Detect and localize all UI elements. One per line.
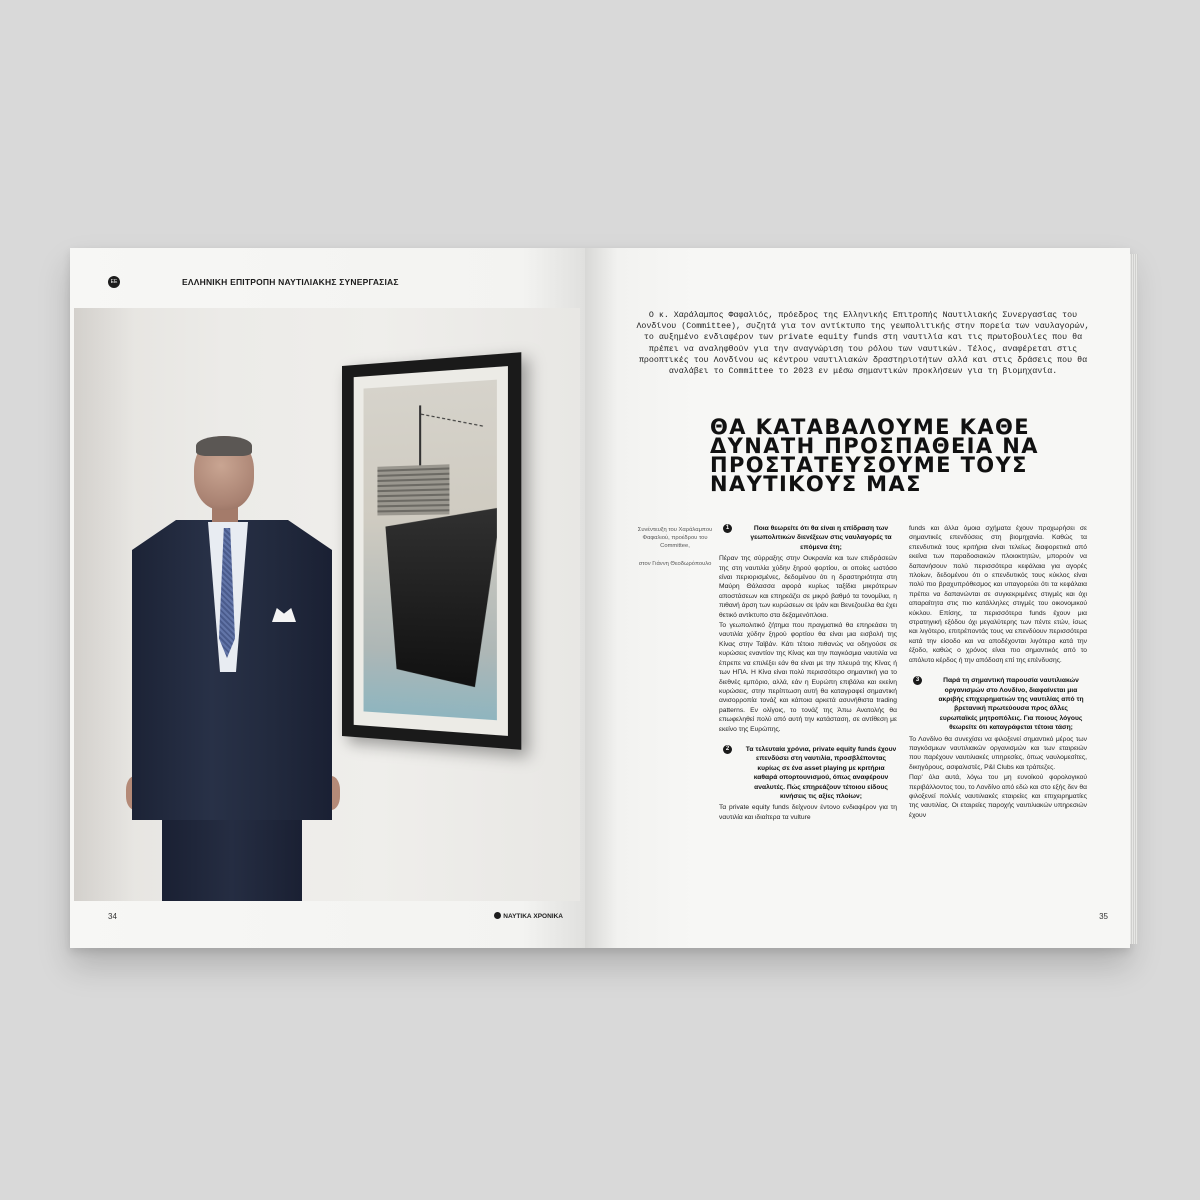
ship-flags (413, 414, 483, 458)
footer-brand-label: ΝΑΥΤΙΚΑ ΧΡΟΝΙΚΑ (503, 913, 563, 920)
portrait-subject (132, 436, 332, 901)
interview-credit: Συνέντευξη του Χαράλαμπου Φαφαλιού, προέδρου του Committee, (637, 527, 713, 549)
left-page (70, 248, 585, 948)
portrait-photo (74, 308, 580, 901)
framed-ship-artwork (342, 352, 521, 750)
ship-artwork (364, 380, 497, 721)
answer-paragraph: Το Λονδίνο θα συνεχίσει να φιλοξενεί σημαντικό μέρος των παγκόσμιων ναυτιλιακών οργανισμών και των εταιρειών που παρέχουν ναυτιλιακές υπηρεσίες, όπως ναυλομεσίτες, δικηγόρους, ασφαλιστές, P&I Clubs και τράπεζες. (909, 735, 1087, 771)
ship-hull (385, 507, 496, 688)
answer-paragraph: Πέραν της σύρραξης στην Ουκρανία και των επιδράσεών της στη ναυτιλία χύδην ξηρού φορτίου, οι οποίες ωστόσο είναι περιορισμένες, δεδομένου ότι η δραστηριότητα στη Μαύρη Θάλασσα αφορά κυρίως ταξίδια μικρότερων αποστάσεων και επηρεάζει σε μικρό βαθμό τα τονομίλια, η πιθανή άρση των κυρώσεων σε Ιράν και Βενεζουέλα θα έχει θετικό αντίκτυπο στα δεξαμενόπλοια. (719, 555, 897, 619)
footer-brand (494, 912, 563, 920)
article-intro: Ο κ. Χαράλαμπος Φαφαλιός, πρόεδρος της Ελληνικής Επιτροπής Ναυτιλιακής Συνεργασίας του Λονδίνου (Committee), συζητά για τον αντίκτυπο της γεωπολιτικής στην πορεία των ναυλαγορών, το αυξημένο ενδιαφέρον των private equity funds στη ναυτιλία και τις πρωτοβουλίες που θα πρέπει να αναληφθούν για την αναγνώριση του ρόλου των ναυτικών. Τέλος, αναφέρεται στις προοπτικές του Λονδίνου ως κέντρου ναυτιλιακών δραστηριοτήτων αλλά και στις δράσεις που θα αναλάβει το Committee το 2023 εν μέσω σημαντικών προκλήσεων για τη βιομηχανία. (636, 311, 1090, 377)
question-number-icon: 3 (913, 676, 922, 685)
question-1 (719, 524, 897, 552)
question-number-icon: 2 (723, 745, 732, 754)
text-column-2 (909, 524, 1087, 821)
right-page (585, 248, 1130, 948)
question-text: Ποια θεωρείτε ότι θα είναι η επίδραση των γεωπολιτικών διενέξεων στις ναυλαγορές τα επόμενα έτη; (750, 525, 892, 551)
answer-paragraph: Το γεωπολιτικό ζήτημα που πραγματικά θα επηρεάσει τη ναυτιλία χύδην ξηρού φορτίου θα είναι μια εισβολή της Κίνας στην Ταϊβάν. Κάτι τέτοιο πιθανώς να οδηγούσε σε κυρώσεις εναντίον της Κίνας και την παγκόσμια ναυτιλία να έπρεπε να επιλέξει εάν θα είναι με την πλευρά της Κίνας ή των ΗΠΑ. Η Κίνα είναι πολύ περισσότερο σημαντική για το διεθνές εμπόριο, αλλά, εάν η Ευρώπη επιβάλει και εκείνη κυρώσεις, στην περίπτωση αυτή θα καταγραφεί σημαντική ανισορροπία τονάζ και κάποια αρκετά ασυνήθιστα trading patterns. Εν ολίγοις, το τονάζ της Άπω Ανατολής θα επωφεληθεί πολύ από αυτή την κατάσταση, σε αντίθεση με εκείνο της Ευρώπης. (719, 622, 897, 733)
question-text: Παρά τη σημαντική παρουσία ναυτιλιακών οργανισμών στο Λονδίνο, διαφαίνεται μια ακριβής επιχειρηματιών της ναυτιλίας από τη βρετανική πρωτεύουσα προς άλλες ευρωπαϊκές μητροπόλεις. Για ποιους λόγους θεωρείτε ότι καταγράφεται τέτοια τάση; (938, 677, 1084, 732)
wall-shadow (74, 308, 134, 901)
article-credits (633, 526, 717, 568)
page-edge (1130, 254, 1138, 944)
answer-paragraph: Παρ' όλα αυτά, λόγω του μη ευνοϊκού φορολογικού περιβάλλοντος του, το Λονδίνο από εδώ και στο εξής δεν θα φιλοξενεί πολλές ναυτιλιακές εταιρείες και επιχειρηματίες της ναυτιλίας. Οι εταιρείες παροχής ναυτιλιακών υπηρεσιών έχουν (909, 774, 1087, 819)
section-title: ΕΛΛΗΝΙΚΗ ΕΠΙΤΡΟΠΗ ΝΑΥΤΙΛΙΑΚΗΣ ΣΥΝΕΡΓΑΣΙΑΣ (182, 277, 399, 287)
answer-paragraph: Τα private equity funds δείχνουν έντονο ενδιαφέρον για τη ναυτιλία και ιδιαίτερα τα vulture (719, 804, 897, 821)
ship-superstructure (377, 464, 449, 515)
page-number-left: 34 (108, 912, 117, 921)
question-2 (719, 745, 897, 801)
brand-logo-icon: ΕΕ (108, 276, 120, 288)
magazine-spread (70, 248, 1130, 948)
trousers (162, 816, 302, 901)
brand-dot-icon (494, 912, 501, 919)
page-header (108, 276, 555, 290)
interviewer-credit: στον Γιάννη Θεοδωρόπουλο (638, 561, 712, 567)
text-column-1 (719, 524, 897, 823)
question-number-icon: 1 (723, 524, 732, 533)
page-number-right: 35 (1099, 912, 1108, 921)
hair (196, 436, 252, 456)
article-headline: ΘΑ ΚΑΤΑΒΑΛΟΥΜΕ ΚΑΘΕ ΔΥΝΑΤΗ ΠΡΟΣΠΑΘΕΙΑ ΝΑ ΠΡΟΣΤΑΤΕΥΣΟΥΜΕ ΤΟΥΣ ΝΑΥΤΙΚΟΥΣ ΜΑΣ (710, 415, 1039, 496)
answer-paragraph: funds και άλλα όμοια σχήματα έχουν προχωρήσει σε σημαντικές επενδύσεις στη βιομηχανία. Καθώς τα επενδυτικά τους κριτήρια είναι τελείως διαφορετικά από εκείνα των παραδοσιακών πλοιοκτητών, μπορούν να δαπανήσουν πολύ περισσότερα κεφάλαια για αγορές πλοίων, δεδομένου ότι ο επενδυτικός τους κύκλος είναι πολύ πιο βραχυπρόθεσμος και υπαγορεύει ότι τα κεφάλαια πρέπει να δαπανώνται σε συγκεκριμένες στιγμές και όχι απαραίτητα στις πιο κατάλληλες στιγμές του οικονομικού κύκλου. Επίσης, τα περισσότερα funds έχουν μια στρατηγική εξόδου όχι μεγαλύτερης των πέντε ετών, ίσως και λιγότερο, επιτρέποντάς τους να επενδύουν περισσότερα κατά την είσοδο και να αποδέχονται λιγότερα κατά την έξοδο, καθώς ο χρόνος είναι πιο σημαντικός από το απόλυτο κέρδος ή την απόδοση επί της επένδυσης. (909, 525, 1087, 664)
frame-mat (354, 366, 508, 736)
question-3 (909, 676, 1087, 732)
question-text: Τα τελευταία χρόνια, private equity funds έχουν επενδύσει στη ναυτιλία, προσβλέποντας κυρίως σε ένα asset playing με κριτήρια καθαρά οπορτουνισμού, όπως αναφέρουν αναλυτές. Πώς επηρεάζουν τέτοιου είδους κινήσεις τις αξίες πλοίων; (745, 745, 897, 800)
